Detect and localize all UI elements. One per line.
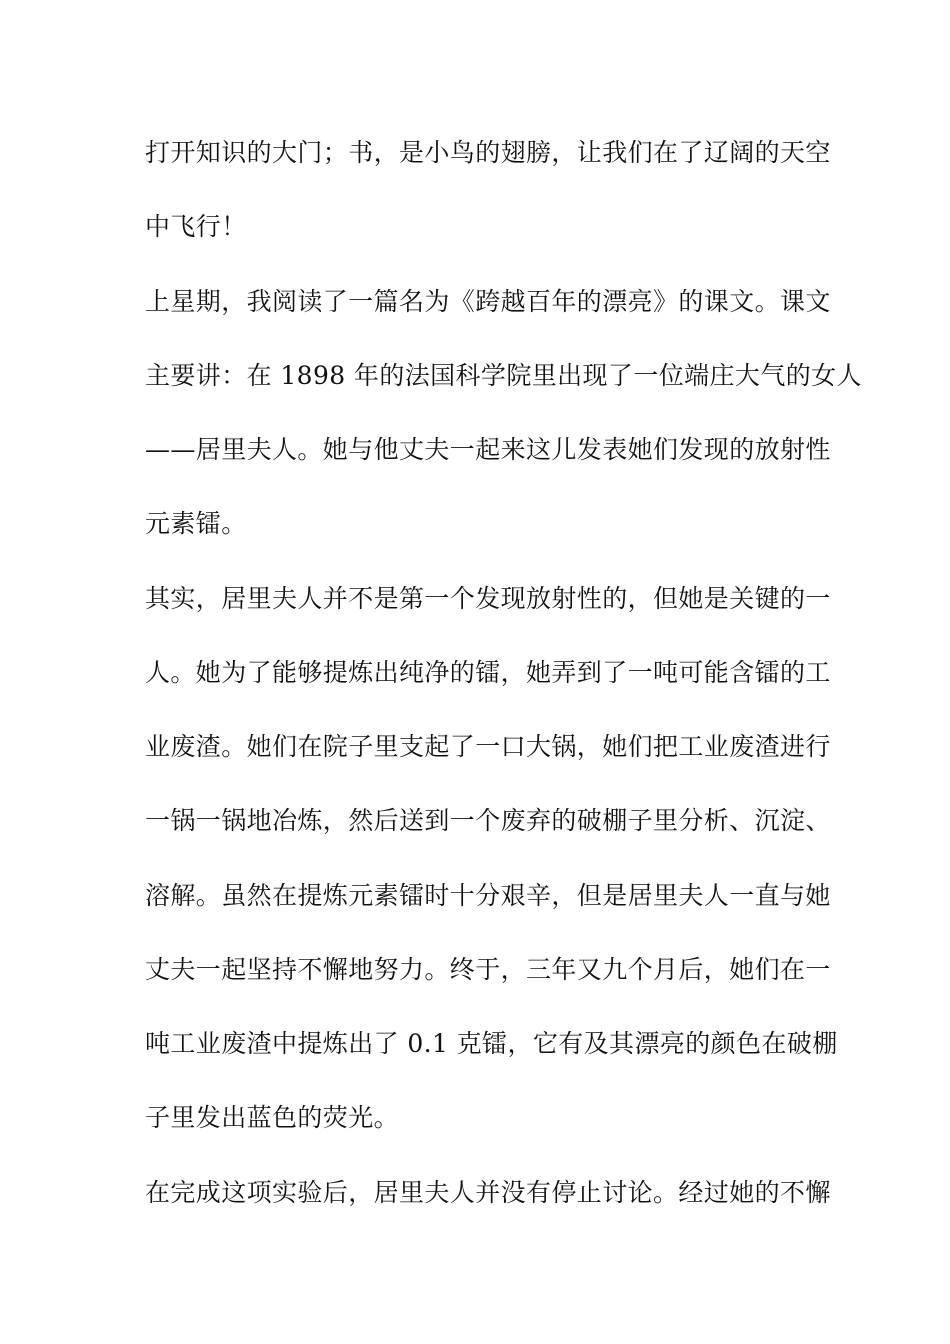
text-line: 子里发出蓝色的荧光。	[145, 1103, 400, 1132]
text-line: 其实，居里夫人并不是第一个发现放射性的，但她是关键的一	[145, 584, 831, 613]
text-line: 打开知识的大门；书，是小鸟的翅膀，让我们在了辽阔的天空	[145, 138, 831, 167]
text-line: 元素镭。	[145, 509, 247, 538]
text-line: 上星期，我阅读了一篇名为《跨越百年的漂亮》的课文。课文	[145, 287, 831, 316]
text-line: 丈夫一起坚持不懈地努力。终于，三年又九个月后，她们在一	[145, 955, 831, 984]
text-line: 主要讲：在 1898 年的法国科学院里出现了一位端庄大气的女人	[145, 361, 862, 390]
text-line: 吨工业废渣中提炼出了 0.1 克镭，它有及其漂亮的颜色在破棚	[145, 1029, 838, 1058]
text-line: 人。她为了能够提炼出纯净的镭，她弄到了一吨可能含镭的工	[145, 658, 831, 687]
text-line: 溶解。虽然在提炼元素镭时十分艰辛，但是居里夫人一直与她	[145, 881, 831, 910]
text-line: 业废渣。她们在院子里支起了一口大锅，她们把工业废渣进行	[145, 732, 831, 761]
text-line: 中飞行！	[145, 212, 247, 241]
text-line: ——居里夫人。她与他丈夫一起来这儿发表她们发现的放射性	[145, 435, 831, 464]
text-line: 在完成这项实验后，居里夫人并没有停止讨论。经过她的不懈	[145, 1178, 831, 1207]
text-line: 一锅一锅地冶炼，然后送到一个废弃的破棚子里分析、沉淀、	[145, 806, 831, 835]
